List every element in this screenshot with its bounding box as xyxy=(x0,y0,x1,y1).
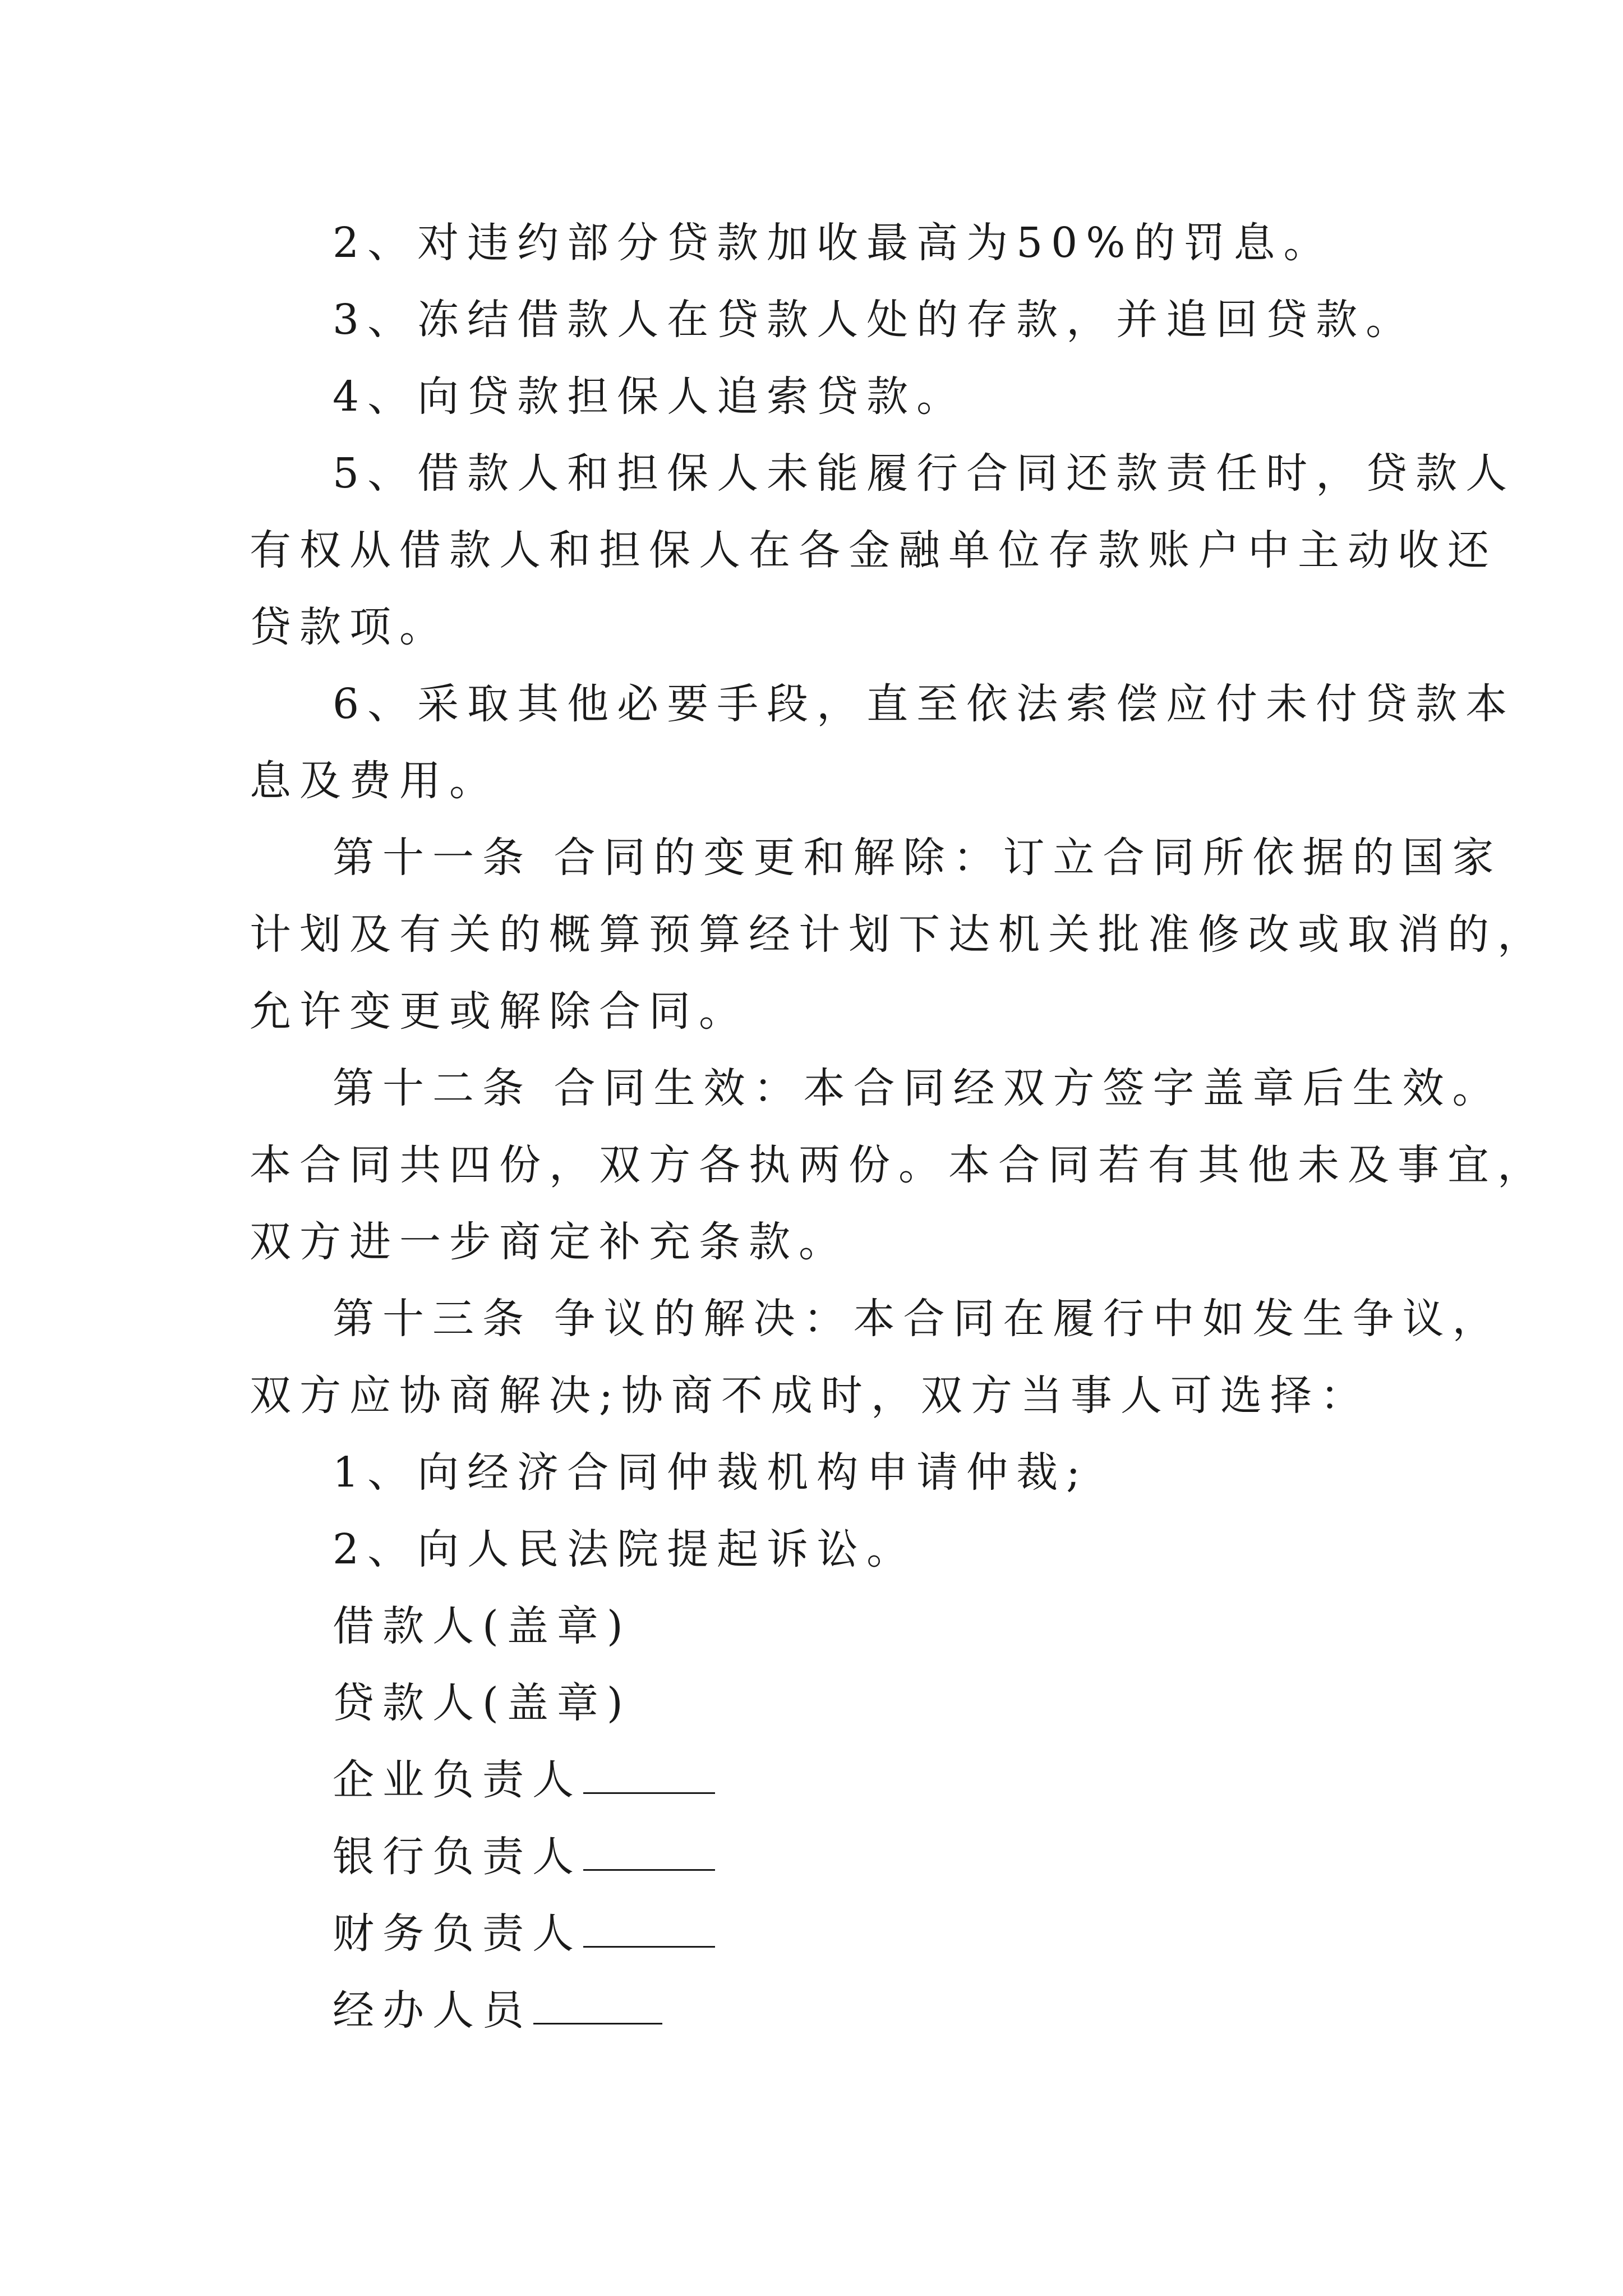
signature-finance-head-label: 财务负责人 xyxy=(333,1910,582,1958)
signature-finance-head xyxy=(250,1895,1377,1972)
signature-handler xyxy=(250,1972,1377,2049)
article-11-line-2: 计划及有关的概算预算经计划下达机关批准修改或取消的， xyxy=(250,910,1547,959)
signature-enterprise-head xyxy=(250,1742,1377,1819)
clause-item-5-line-2: 有权从借款人和担保人在各金融单位存款账户中主动收还 xyxy=(250,526,1497,574)
article-12-line-2: 本合同共四份，双方各执两份。本合同若有其他未及事宜， xyxy=(250,1141,1547,1189)
article-11-line-3: 允许变更或解除合同。 xyxy=(250,987,749,1036)
article-12-line-1: 第十二条 合同生效：本合同经双方签字盖章后生效。 xyxy=(333,1064,1502,1112)
signature-bank-head xyxy=(250,1819,1377,1895)
signature-blank-line xyxy=(583,1832,715,1871)
clause-item-2: 2、对违约部分贷款加收最高为50%的罚息。 xyxy=(333,219,1334,267)
signature-blank-line xyxy=(583,1909,715,1948)
article-13-option-1: 1、向经济合同仲裁机构申请仲裁; xyxy=(333,1448,1089,1497)
clause-item-5-line-1: 5、借款人和担保人未能履行合同还款责任时，贷款人 xyxy=(333,449,1516,498)
document-body xyxy=(250,205,1547,2049)
signature-blank-line xyxy=(583,1755,715,1794)
signature-borrower: 借款人(盖章) xyxy=(333,1602,631,1650)
article-13-line-2: 双方应协商解决;协商不成时，双方当事人可选择： xyxy=(250,1372,1370,1420)
signature-bank-head-label: 银行负责人 xyxy=(333,1833,582,1881)
article-11-line-1: 第十一条 合同的变更和解除：订立合同所依据的国家 xyxy=(333,834,1502,882)
article-13-line-1: 第十三条 争议的解决：本合同在履行中如发生争议， xyxy=(333,1295,1502,1343)
clause-item-6-line-1: 6、采取其他必要手段，直至依法索偿应付未付贷款本 xyxy=(333,680,1516,728)
signature-handler-label: 经办人员 xyxy=(333,1986,532,2035)
signature-enterprise-head-label: 企业负责人 xyxy=(333,1756,582,1804)
clause-item-4: 4、向贷款担保人追索贷款。 xyxy=(333,372,967,421)
clause-item-6-line-2: 息及费用。 xyxy=(250,757,499,805)
article-12-line-3: 双方进一步商定补充条款。 xyxy=(250,1218,849,1266)
signature-lender: 贷款人(盖章) xyxy=(333,1679,631,1727)
clause-item-5-line-3: 贷款项。 xyxy=(250,603,449,651)
article-13-option-2: 2、向人民法院提起诉讼。 xyxy=(333,1525,917,1573)
clause-item-3: 3、冻结借款人在贷款人处的存款，并追回贷款。 xyxy=(333,296,1416,344)
signature-blank-line xyxy=(533,1986,662,2024)
